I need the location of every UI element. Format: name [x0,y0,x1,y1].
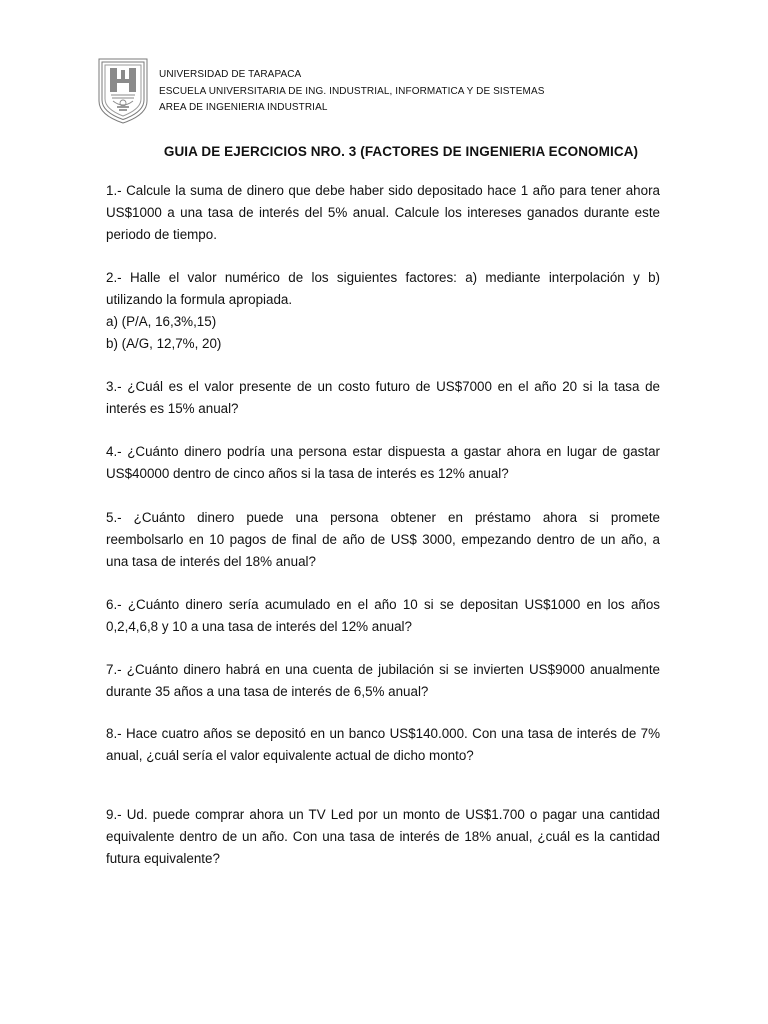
exercise-line: futura equivalente? [106,851,220,866]
exercise-line: b) (A/G, 12,7%, 20) [106,336,222,351]
exercise-line: 2.- Halle el valor numérico de los siguientes factores: a) mediante interpolación y b) [106,270,660,285]
exercise-line: 7.- ¿Cuánto dinero habrá en una cuenta de jubilación si se invierten US$9000 anualmente [106,662,660,677]
exercise-line: durante 35 años a una tasa de interés de 6,5% anual? [106,684,429,699]
exercise-line: 6.- ¿Cuánto dinero sería acumulado en el año 10 si se depositan US$1000 en los años [106,597,660,612]
exercise-line: utilizando la formula apropiada. [106,292,293,307]
exercise-5 [106,507,660,573]
exercise-3 [106,376,660,420]
institution-header [159,67,544,117]
department-name: AREA DE INGENIERIA INDUSTRIAL [159,102,328,113]
exercise-8 [106,723,660,767]
exercise-line: reembolsarlo en 10 pagos de final de año de US$ 3000, empezando dentro de un año, a [106,532,660,547]
exercise-line: 8.- Hace cuatro años se depositó en un banco US$140.000. Con una tasa de interés de 7% [106,726,660,741]
exercise-7 [106,659,660,703]
exercise-1 [106,180,660,246]
document-title: GUIA DE EJERCICIOS NRO. 3 (FACTORES DE INGENIERIA ECONOMICA) [163,144,639,159]
exercise-line: US$1000 a una tasa de interés del 5% anual. Calcule los intereses ganados durante este [106,205,660,220]
exercise-line: 9.- Ud. puede comprar ahora un TV Led por un monto de US$1.700 o pagar una cantidad [106,807,660,822]
exercise-4 [106,441,660,485]
exercise-line: periodo de tiempo. [106,227,217,242]
exercise-6 [106,594,660,638]
exercise-line: 1.- Calcule la suma de dinero que debe haber sido depositado hace 1 año para tener ahora [106,183,660,198]
exercise-line: equivalente dentro de un año. Con una tasa de interés de 18% anual, ¿cuál es la cantidad [106,829,660,844]
school-name: ESCUELA UNIVERSITARIA DE ING. INDUSTRIAL, INFORMATICA Y DE SISTEMAS [159,85,545,97]
exercise-line: anual, ¿cuál sería el valor equivalente actual de dicho monto? [106,748,474,763]
exercise-line: 3.- ¿Cuál es el valor presente de un costo futuro de US$7000 en el año 20 si la tasa de [106,379,660,394]
exercise-line: una tasa de interés del 18% anual? [106,554,316,569]
exercise-line: a) (P/A, 16,3%,15) [106,314,217,329]
exercise-2 [106,267,660,355]
university-name: UNIVERSIDAD DE TARAPACA [159,69,302,80]
university-shield-emblem-icon [97,57,149,125]
exercise-9 [106,804,660,870]
exercise-line: 0,2,4,6,8 y 10 a una tasa de interés del 12% anual? [106,619,412,634]
exercise-line: 5.- ¿Cuánto dinero puede una persona obtener en préstamo ahora si promete [106,510,660,525]
exercise-line: 4.- ¿Cuánto dinero podría una persona estar dispuesta a gastar ahora en lugar de gastar [106,444,660,459]
exercise-line: US$40000 dentro de cinco años si la tasa de interés es 12% anual? [106,466,509,481]
exercise-line: interés es 15% anual? [106,401,239,416]
